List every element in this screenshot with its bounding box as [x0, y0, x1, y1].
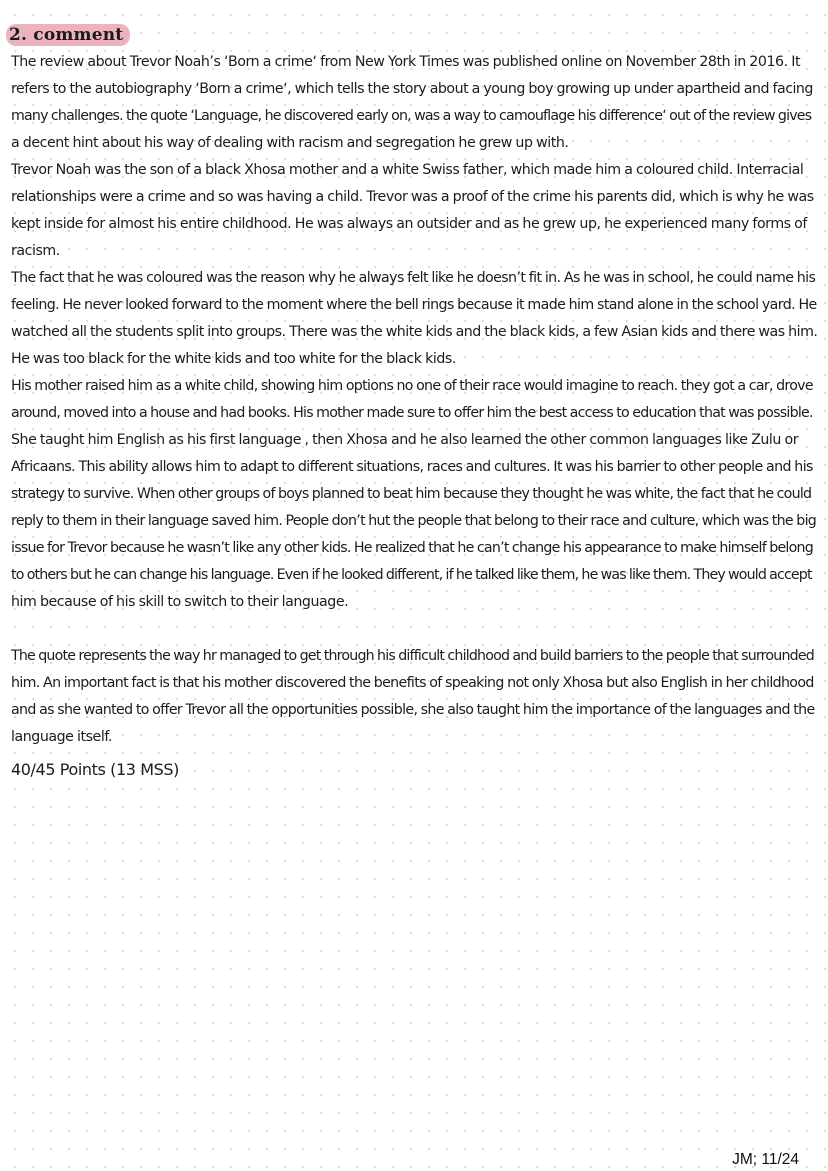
- score-text: 40/45 Points (13 MSS): [11, 760, 179, 779]
- text-line: The review about Trevor Noah’s ‘Born a crime‘ from New York Times was published online on November 28th in 2016. It: [11, 54, 801, 70]
- text-line: She taught him English as his first language , then Xhosa and he also learned the other common languages like Zulu or: [11, 432, 799, 448]
- section-heading: 2. comment: [6, 24, 130, 46]
- text-line: Trevor Noah was the son of a black Xhosa mother and a white Swiss father, which made him a coloured child. Interracial: [11, 162, 804, 178]
- note-content: [11, 24, 817, 782]
- text-line: The quote represents the way hr managed to get through his difficult childhood and build barriers to the people that surrounded: [11, 648, 815, 664]
- text-line: many challenges. the quote ‘Language, he discovered early on, was a way to camouflage his difference‘ out of the review gives: [11, 108, 812, 124]
- text-line: The fact that he was coloured was the reason why he always felt like he doesn’t fit in. As he was in school, he could name his: [11, 270, 816, 286]
- text-line: His mother raised him as a white child, showing him options no one of their race would imagine to reach. they got a car, drove: [11, 378, 813, 394]
- text-line: reply to them in their language saved him. People don’t hut the people that belong to their race and culture, which was the big: [11, 513, 817, 529]
- text-line: him. An important fact is that his mother discovered the benefits of speaking not only Xhosa but also English in her childhood: [11, 675, 814, 691]
- page-footer: JM; 11/24: [732, 1151, 799, 1168]
- paragraph-gap: [11, 616, 817, 643]
- text-line: watched all the students split into groups. There was the white kids and the black kids, a few Asian kids and there was him.: [11, 324, 818, 340]
- text-line: racism.: [11, 243, 60, 259]
- text-line: issue for Trevor because he wasn’t like any other kids. He realized that he can’t change his appearance to make himself belong: [11, 540, 814, 556]
- text-line: refers to the autobiography ‘Born a crime‘, which tells the story about a young boy growing up under apartheid and facing: [11, 81, 813, 97]
- text-line: him because of his skill to switch to their language.: [11, 594, 349, 610]
- text-line: feeling. He never looked forward to the moment where the bell rings because it made him stand alone in the school yard. He: [11, 297, 817, 313]
- text-line: language itself.: [11, 729, 112, 745]
- text-line: strategy to survive. When other groups of boys planned to beat him because they thought he was white, the fact that he could: [11, 486, 812, 502]
- text-line: a decent hint about his way of dealing with racism and segregation he grew up with.: [11, 135, 569, 151]
- text-line: He was too black for the white kids and too white for the black kids.: [11, 351, 456, 367]
- text-line: to others but he can change his language. Even if he looked different, if he talked like them, he was like them. They would accept: [11, 567, 812, 583]
- text-line: Africaans. This ability allows him to adapt to different situations, races and cultures. It was his barrier to other people and his: [11, 459, 813, 475]
- text-line: and as she wanted to offer Trevor all the opportunities possible, she also taught him the importance of the languages and the: [11, 702, 815, 718]
- text-line: relationships were a crime and so was having a child. Trevor was a proof of the crime his parents did, which is why he was: [11, 189, 814, 205]
- comment-body: [11, 49, 817, 751]
- text-line: around, moved into a house and had books. His mother made sure to offer him the best access to education that was possible.: [11, 405, 813, 421]
- text-line: kept inside for almost his entire childhood. He was always an outsider and as he grew up, he experienced many forms of: [11, 216, 807, 232]
